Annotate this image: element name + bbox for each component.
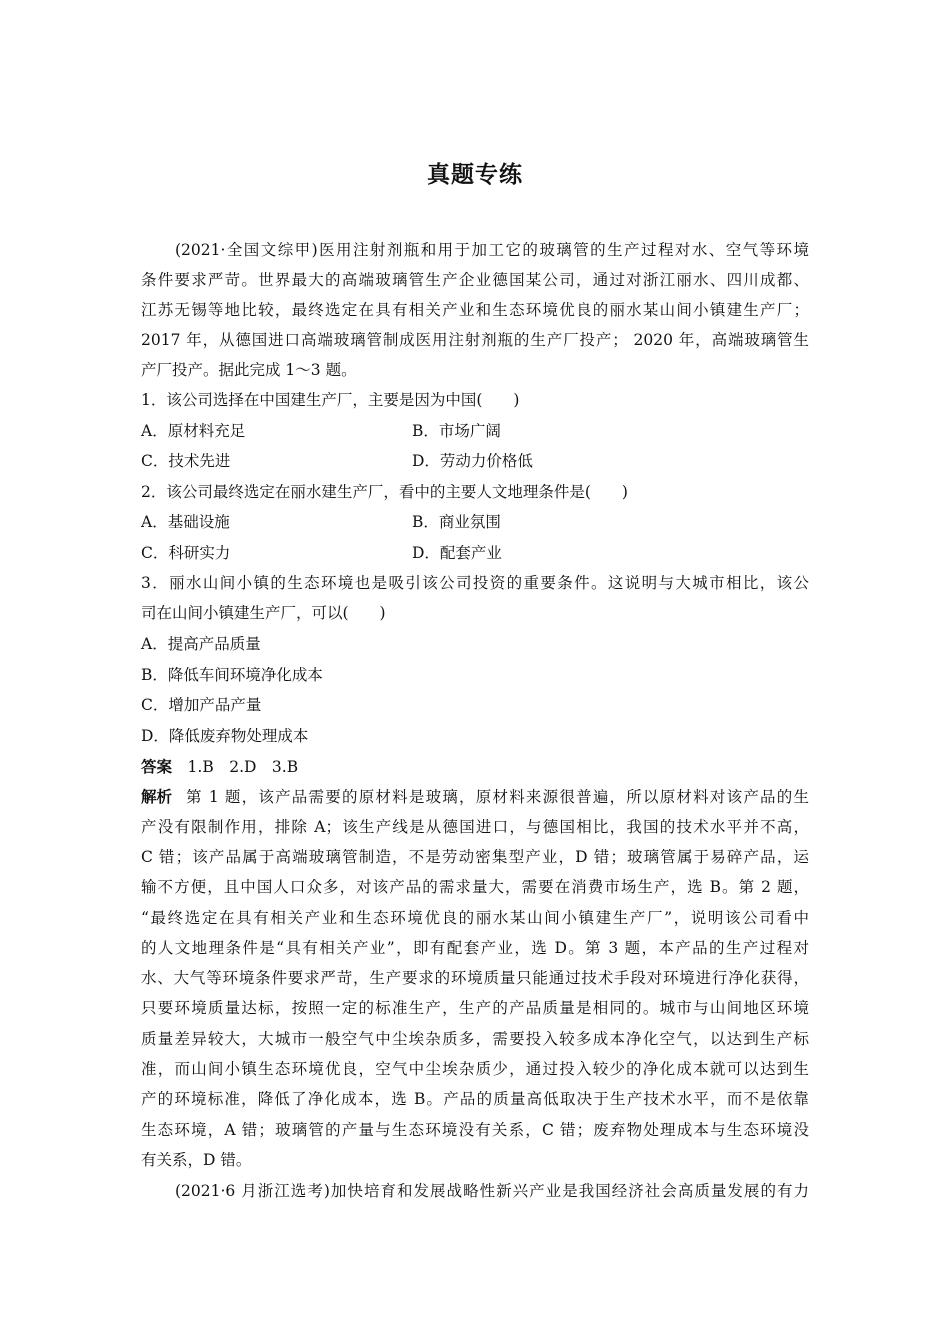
- analysis-line: 质量差异较大，大城市一般空气中尘埃杂质多，需要投入较多成本净化空气，以达到生产标: [141, 1030, 809, 1048]
- question-3-stem: 司在山间小镇建生产厂，可以( ): [141, 604, 386, 622]
- analysis-line: 有关系，D 错。: [141, 1151, 252, 1169]
- q2-option-d: D．配套产业: [412, 544, 502, 562]
- analysis-line: 生态环境，A 错；玻璃管的产量与生态环境没有关系，C 错；废弃物处理成本与生态环境没: [141, 1121, 809, 1139]
- q1-option-d: D．劳动力价格低: [412, 452, 533, 470]
- q1-option-b: B．市场广阔: [412, 422, 501, 440]
- intro-line: 江苏无锡等地比较，最终选定在具有相关产业和生态环境优良的丽水某山间小镇建生产厂；: [141, 301, 809, 319]
- answer-row: [141, 757, 298, 777]
- analysis-line: “最终选定在具有相关产业和生态环境优良的丽水某山间小镇建生产厂”，说明该公司看中: [141, 909, 809, 927]
- analysis-line: 的人文地理条件是“具有相关产业”，即有配套产业，选 D。第 3 题，本产品的生产过程对: [141, 939, 809, 957]
- intro-line: (2021·全国文综甲)医用注射剂瓶和用于加工它的玻璃管的生产过程对水、空气等环境: [175, 241, 809, 259]
- question-3-stem: 3．丽水山间小镇的生态环境也是吸引该公司投资的重要条件。这说明与大城市相比，该公: [141, 574, 809, 592]
- next-intro-line: (2021·6 月浙江选考)加快培育和发展战略性新兴产业是我国经济社会高质量发展的有力: [175, 1182, 809, 1200]
- analysis-line: 水、大气等环境条件要求严苛，生产要求的环境质量只能通过技术手段对环境进行净化获得，: [141, 969, 809, 987]
- answer-label: 答案: [141, 758, 173, 776]
- analysis-line: 只要环境质量达标，按照一定的标准生产，生产的产品质量是相同的。城市与山间地区环境: [141, 999, 809, 1017]
- analysis-line: 准，而山间小镇生态环境优良，空气中尘埃杂质少，通过投入较少的净化成本就可以达到生: [141, 1060, 809, 1078]
- q3-option-a: A．提高产品质量: [141, 635, 261, 653]
- analysis-line: 第 1 题，该产品需要的原材料是玻璃，原材料来源很普遍，所以原材料对该产品的生: [186, 788, 809, 806]
- q3-option-d: D．降低废弃物处理成本: [141, 727, 309, 745]
- analysis-line: C 错；该产品属于高端玻璃管制造，不是劳动密集型产业，D 错；玻璃管属于易碎产品，运: [141, 848, 809, 866]
- analysis-first-line: [141, 787, 809, 807]
- q2-option-c: C．科研实力: [141, 544, 231, 562]
- analysis-line: 产没有限制作用，排除 A；该生产线是从德国进口，与德国相比，我国的技术水平并不高，: [141, 818, 809, 836]
- q1-option-c: C．技术先进: [141, 452, 231, 470]
- intro-line: 2017 年，从德国进口高端玻璃管制成医用注射剂瓶的生产厂投产； 2020 年，高端玻璃管生: [141, 331, 809, 349]
- q1-option-a: A．原材料充足: [141, 422, 246, 440]
- q2-option-a: A．基础设施: [141, 513, 230, 531]
- intro-line: 产厂投产。据此完成 1～3 题。: [141, 361, 357, 379]
- q3-option-b: B．降低车间环境净化成本: [141, 666, 323, 684]
- analysis-label: 解析: [141, 788, 173, 806]
- analysis-line: 输不方便，且中国人口众多，对该产品的需求量大，需要在消费市场生产，选 B。第 2 题，: [141, 878, 809, 896]
- q2-option-b: B．商业氛围: [412, 513, 501, 531]
- q3-option-c: C．增加产品产量: [141, 696, 262, 714]
- intro-line: 条件要求严苛。世界最大的高端玻璃管生产企业德国某公司，通过对浙江丽水、四川成都、: [141, 271, 809, 289]
- answer-text: 1.B 2.D 3.B: [187, 758, 299, 776]
- question-2-stem: 2．该公司最终选定在丽水建生产厂，看中的主要人文地理条件是( ): [141, 483, 628, 501]
- analysis-line: 产的环境标准，降低了净化成本，选 B。产品的质量高低取决于生产技术水平，而不是依靠: [141, 1090, 809, 1108]
- page-title: 真题专练: [427, 162, 523, 188]
- question-1-stem: 1．该公司选择在中国建生产厂，主要是因为中国( ): [141, 391, 520, 409]
